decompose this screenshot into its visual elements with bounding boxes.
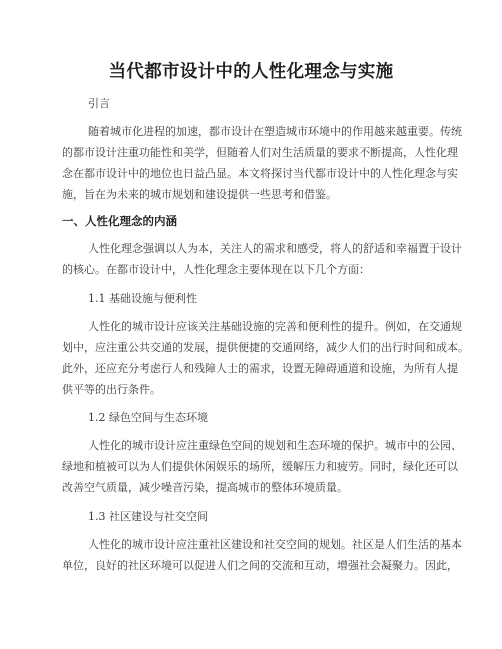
subsection-1-1-line-2: 划中，应注重公共交通的发展，提供便捷的交通网络，减少人们的出行时间和成本。 [62,341,469,354]
document-title: 当代都市设计中的人性化理念与实施 [108,62,394,82]
intro-line-3: 念在都市设计中的地位也日益凸显。本文将探讨当代都市设计中的人性化理念与实 [62,167,458,180]
subsection-1-2-heading: 1.2 绿色空间与生态环境 [88,411,208,424]
subsection-1-3-line-1: 人性化的城市设计应注重社区建设和社交空间的规划。社区是人们生活的基本 [88,538,462,551]
section-1-line-1: 人性化理念强调以人为本，关注人的需求和感受，将人的舒适和幸福置于设计 [88,242,462,255]
subsection-1-1-heading: 1.1 基础设施与便利性 [88,292,197,305]
intro-line-2: 的都市设计注重功能性和美学，但随着人们对生活质量的要求不断提高，人性化理 [62,146,458,159]
section-1-line-2: 的核心。在都市设计中，人性化理念主要体现在以下几个方面： [62,263,370,276]
subsection-1-2-line-1: 人性化的城市设计应注重绿色空间的规划和生态环境的保护。城市中的公园、 [88,439,462,452]
subsection-1-1-line-3: 此外，还应充分考虑行人和残障人士的需求，设置无障碍通道和设施，为所有人提 [62,362,458,375]
subsection-1-1-line-1: 人性化的城市设计应该关注基础设施的完善和便利性的提升。例如，在交通规 [88,320,462,333]
subsection-1-2-line-3: 改善空气质量，减少噪音污染，提高城市的整体环境质量。 [62,481,348,494]
section-1-heading: 一、人性化理念的内涵 [62,214,177,228]
intro-line-4: 施，旨在为未来的城市规划和建设提供一些思考和借鉴。 [62,188,337,201]
subsection-1-3-heading: 1.3 社区建设与社交空间 [88,510,208,523]
subsection-1-2-line-2: 绿地和植被可以为人们提供休闲娱乐的场所，缓解压力和疲劳。同时，绿化还可以 [62,460,458,473]
subsection-1-3-line-2: 单位，良好的社区环境可以促进人们之间的交流和互动，增强社会凝聚力。因此， [62,559,458,572]
subsection-1-1-line-4: 供平等的出行条件。 [62,383,161,396]
intro-heading: 引言 [88,97,110,110]
intro-line-1: 随着城市化进程的加速，都市设计在塑造城市环境中的作用越来越重要。传统 [88,125,462,138]
